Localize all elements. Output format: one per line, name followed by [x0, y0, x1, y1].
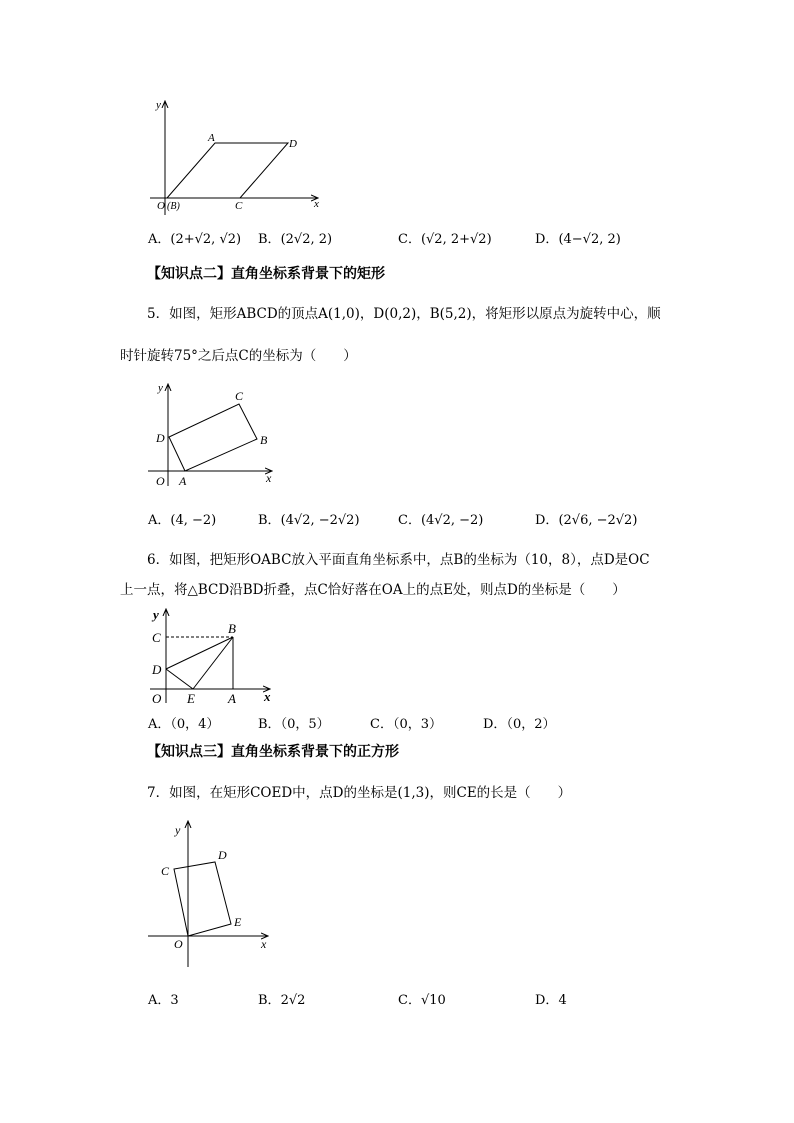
q6-label-y: y: [153, 607, 159, 622]
q6-fold-bd: [166, 637, 233, 669]
q5-option-b-value: (4√2, −2√2): [280, 513, 360, 528]
q4-option-d-letter: D．: [535, 232, 559, 247]
q7-figure: [140, 815, 280, 970]
q7-label-y: y: [175, 823, 181, 837]
section3-title: 【知识点三】直角坐标系背景下的正方形: [147, 744, 399, 760]
q5-option-c-letter: C．: [398, 513, 421, 528]
q4-parallelogram: [167, 143, 288, 198]
q6-label-E: E: [187, 691, 195, 706]
q7-option-b-letter: B．: [258, 993, 281, 1008]
q5-label-D: D: [156, 431, 165, 445]
q4-option-b-letter: B．: [258, 232, 281, 247]
q7-option-b: [258, 992, 305, 1010]
q5-option-c: [398, 512, 483, 530]
q6-option-c-value: （0，3）: [392, 717, 442, 732]
q7-rectangle: [174, 862, 231, 936]
q5-stem-line2: 时针旋转75°之后点C的坐标为（ ）: [120, 348, 357, 364]
q6-label-C: C: [152, 630, 161, 645]
q6-label-D: D: [152, 662, 162, 677]
q6-label-O: O: [152, 691, 162, 706]
q4-figure: [140, 95, 340, 220]
q4-option-c-letter: C．: [398, 232, 421, 247]
section2-title: 【知识点二】直角坐标系背景下的矩形: [147, 266, 385, 282]
q5-figure: [140, 378, 290, 488]
q7-option-b-value: 2√2: [280, 993, 306, 1008]
q5-label-x: x: [266, 471, 272, 485]
q6-fold-eb: [193, 637, 233, 689]
q5-stem-line1: 5．如图，矩形ABCD的顶点A(1,0)，D(0,2)，B(5,2)，将矩形以原点为旋转中心，顺: [147, 306, 661, 322]
q4-label-D: D: [289, 138, 297, 150]
q7-label-C: C: [161, 864, 170, 878]
q5-option-c-value: (4√2, −2): [420, 513, 484, 528]
q6-option-b-value: （0，5）: [280, 717, 330, 732]
q5-option-a-letter: A．: [148, 513, 171, 528]
q5-option-a-value: (4, −2): [170, 513, 217, 528]
q5-rectangle: [169, 404, 257, 471]
q6-option-a-letter: A．: [148, 717, 171, 732]
q7-option-c: [398, 992, 446, 1010]
q6-option-a-value: （0，4）: [170, 717, 220, 732]
q7-option-d: [535, 992, 567, 1010]
q4-option-d-value: (4−√2, 2): [558, 232, 621, 247]
q7-option-d-value: 4: [558, 993, 567, 1008]
q6-fold-de: [166, 669, 193, 689]
q4-option-c-value: (√2, 2+√2): [420, 232, 492, 247]
q5-option-b-letter: B．: [258, 513, 281, 528]
q6-option-a: [148, 716, 219, 734]
q6-label-A: A: [228, 691, 236, 706]
q7-label-O: O: [174, 937, 183, 951]
q6-option-b-letter: B．: [258, 717, 281, 732]
q5-option-a: [148, 512, 216, 530]
q6-option-d-value: （0，2）: [506, 717, 556, 732]
q7-option-c-letter: C．: [398, 993, 421, 1008]
q7-option-d-letter: D．: [535, 993, 559, 1008]
q4-option-a: [148, 231, 241, 249]
q5-label-O: O: [156, 474, 165, 488]
q7-label-x: x: [261, 937, 267, 951]
q4-label-C: C: [235, 200, 243, 212]
q5-option-d-value: (2√6, −2√2): [558, 513, 638, 528]
q6-stem-line1: 6．如图，把矩形OABC放入平面直角坐标系中，点B的坐标为（10，8），点D是OC: [147, 552, 650, 568]
q5-option-b: [258, 512, 360, 530]
q5-label-C: C: [235, 389, 244, 403]
q4-label-x: x: [314, 198, 319, 210]
q4-option-a-value: (2+√2, √2): [170, 232, 242, 247]
q6-option-d: [483, 716, 555, 734]
q5-option-d-letter: D．: [535, 513, 559, 528]
q7-option-c-value: √10: [420, 993, 446, 1008]
q4-label-O: O: [157, 200, 165, 212]
q7-label-E: E: [234, 915, 242, 929]
q4-label-y: y: [156, 99, 161, 111]
q4-label-B: (B): [167, 201, 180, 212]
q4-option-a-letter: A．: [148, 232, 171, 247]
q4-label-A: A: [208, 132, 215, 144]
q5-label-A: A: [179, 474, 187, 488]
q6-option-b: [258, 716, 330, 734]
q6-label-x: x: [264, 689, 271, 704]
q7-label-D: D: [218, 848, 227, 862]
q4-option-d: [535, 231, 621, 249]
q7-option-a-value: 3: [170, 993, 179, 1008]
q6-option-d-letter: D．: [483, 717, 507, 732]
q6-label-B: B: [228, 621, 236, 636]
q7-option-a: [148, 992, 179, 1010]
q4-option-b-value: (2√2, 2): [280, 232, 333, 247]
q5-label-B: B: [260, 433, 268, 447]
q4-option-b: [258, 231, 332, 249]
q7-stem-line1: 7．如图，在矩形COED中，点D的坐标是(1,3)，则CE的长是（ ）: [147, 785, 572, 801]
q4-option-c: [398, 231, 492, 249]
q7-option-a-letter: A．: [148, 993, 171, 1008]
q6-option-c: [370, 716, 442, 734]
q6-option-c-letter: C．: [370, 717, 393, 732]
q6-stem-line2: 上一点，将△BCD沿BD折叠，点C恰好落在OA上的点E处，则点D的坐标是（ ）: [120, 582, 626, 598]
q5-option-d: [535, 512, 637, 530]
q6-figure: [140, 603, 280, 711]
q5-label-y: y: [158, 382, 163, 394]
